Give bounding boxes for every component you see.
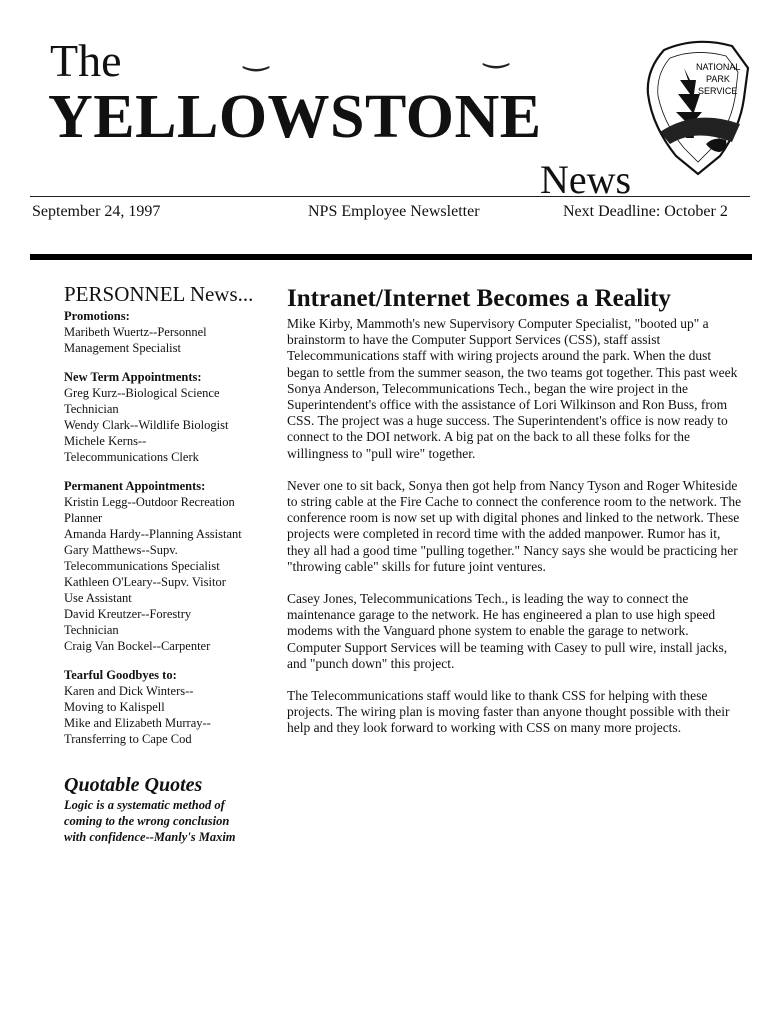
section-line: Kathleen O'Leary--Supv. Visitor — [64, 575, 226, 589]
masthead-news: News — [540, 157, 632, 202]
logo-line3: SERVICE — [698, 86, 738, 96]
quotes-heading: Quotable Quotes — [64, 774, 203, 796]
section-line: Technician — [64, 402, 119, 416]
section-title: Promotions: — [64, 309, 130, 323]
sidebar-heading: PERSONNEL News... — [64, 282, 254, 306]
section-line: David Kreutzer--Forestry — [64, 607, 192, 621]
newsletter-subtitle: NPS Employee Newsletter — [308, 203, 480, 220]
section-line: Maribeth Wuertz--Personnel — [64, 325, 207, 339]
quote-line: with confidence--Manly's Maxim — [64, 830, 236, 844]
quote-text — [64, 797, 274, 845]
section-line: Craig Van Bockel--Carpenter — [64, 639, 211, 653]
section-line: Management Specialist — [64, 341, 181, 355]
section-line: Gary Matthews--Supv. — [64, 543, 178, 557]
decorative-mark-right: ‿ — [484, 35, 509, 68]
masthead-title: YELLOWSTONE — [48, 83, 542, 151]
section-line: Use Assistant — [64, 591, 132, 605]
section-title: Tearful Goodbyes to: — [64, 668, 177, 682]
personnel-sidebar — [64, 282, 274, 845]
heavy-divider — [30, 254, 752, 260]
section-line: Telecommunications Specialist — [64, 559, 220, 573]
section-title: Permanent Appointments: — [64, 479, 206, 493]
next-deadline: Next Deadline: October 2 — [563, 203, 728, 220]
article-paragraph: Casey Jones, Telecommunications Tech., is leading the way to connect the maintenance garage to the network. He has engineered a plan to use high speed modems with the Vanguard phone system to enable the garage to network. Computer Support Services will be teaming with Casey to pull wire, install jacks, and "punch down" this project. — [287, 591, 728, 671]
section-line: Mike and Elizabeth Murray-- — [64, 716, 211, 730]
quote-line: Logic is a systematic method of — [64, 798, 225, 812]
permanent-section — [64, 478, 274, 654]
logo-line1: NATIONAL — [696, 62, 741, 72]
logo-line2: PARK — [706, 74, 730, 84]
masthead-the: The — [50, 35, 122, 86]
article-paragraph: The Telecommunications staff would like to thank CSS for helping with these projects. The wiring plan is moving faster than anyone thought possible with their help and they look forward to working with CSS on many more projects. — [287, 688, 730, 736]
section-line: Michele Kerns-- — [64, 434, 147, 448]
section-line: Wendy Clark--Wildlife Biologist — [64, 418, 229, 432]
new-term-section — [64, 369, 274, 465]
nps-arrowhead-logo-icon — [636, 28, 756, 178]
section-line: Kristin Legg--Outdoor Recreation — [64, 495, 235, 509]
section-title: New Term Appointments: — [64, 370, 202, 384]
section-line: Amanda Hardy--Planning Assistant — [64, 527, 242, 541]
promotions-section — [64, 308, 274, 356]
section-line: Greg Kurz--Biological Science — [64, 386, 220, 400]
section-line: Karen and Dick Winters-- — [64, 684, 194, 698]
section-line: Technician — [64, 623, 119, 637]
article-title: Intranet/Internet Becomes a Reality — [287, 285, 671, 312]
masthead-rule — [30, 196, 750, 197]
issue-date: September 24, 1997 — [32, 203, 161, 220]
section-line: Planner — [64, 511, 103, 525]
article-paragraph: Mike Kirby, Mammoth's new Supervisory Computer Specialist, "booted up" a brainstorm to have the Computer Support Services (CSS), staff assist Telecommunications staff with wiring projects around the park. When the dust began to settle from the summer season, the two teams got together. This past week Sonya Anderson, Telecommunications Tech., began the wire project in the Superintendent's office with the assistance of Lori Wilkinson and Ron Buss, from CSS. The project was a huge success. The Superintendent's office is now ready to connect to the DOI network. A big pat on the back to all these folks for the willingness to "pull wire" together. — [287, 316, 738, 461]
section-line: Transferring to Cape Cod — [64, 732, 192, 746]
section-line: Moving to Kalispell — [64, 700, 165, 714]
article-paragraph: Never one to sit back, Sonya then got help from Nancy Tyson and Roger Whiteside to string cable at the Fire Cache to connect the conference room to the network. The conference room is now set up with digital phones and linked to the network. These projects were completed in record time with the added manpower. Rumor has it, they all had a good time "pulling together." Nancy says she would be practicing her "throwing cable" skills for future joint ventures. — [287, 477, 742, 574]
main-article — [287, 284, 742, 753]
decorative-mark-left: ‿ — [244, 38, 269, 71]
goodbyes-section — [64, 667, 274, 747]
section-line: Telecommunications Clerk — [64, 450, 199, 464]
quote-line: coming to the wrong conclusion — [64, 814, 230, 828]
